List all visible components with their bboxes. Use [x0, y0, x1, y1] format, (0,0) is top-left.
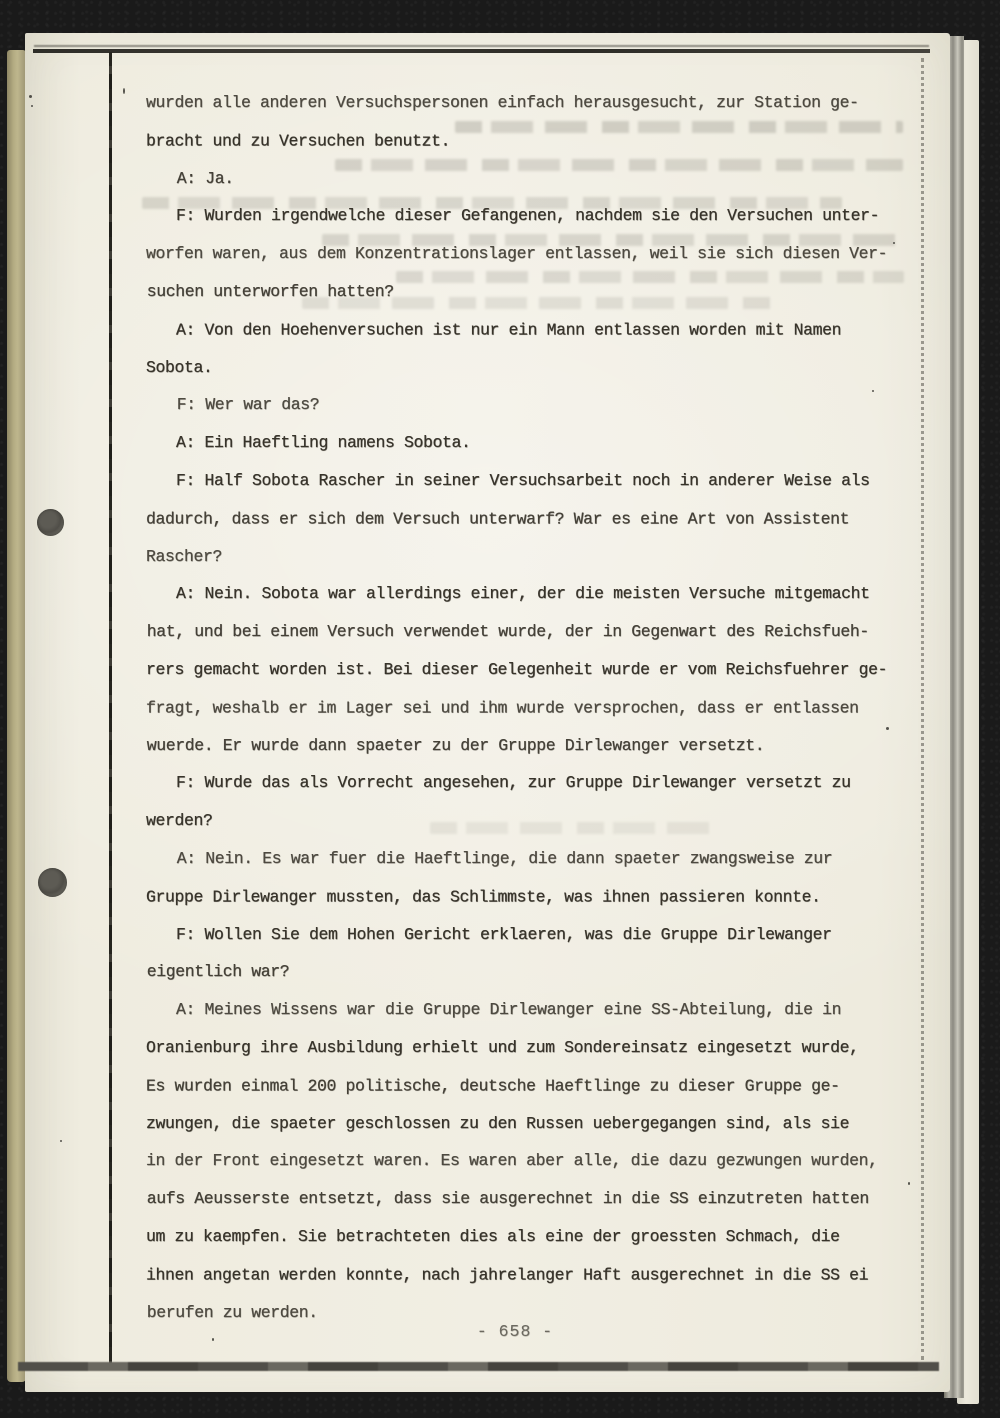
transcript-line: A: Von den Hoehenversuchen ist nur ein Mann entlassen worden mit Namen: [176, 320, 842, 340]
scan-speck: [123, 88, 125, 94]
transcript-line: F: Wollen Sie dem Hohen Gericht erklaeren, was die Gruppe Dirlewanger: [176, 924, 832, 944]
transcript-line: A: Ja.: [176, 168, 234, 188]
transcript-line: berufen zu werden.: [146, 1302, 318, 1322]
right-dotted-border: [921, 58, 924, 1360]
transcript-line: Rascher?: [146, 546, 223, 566]
transcript-line: suchen unterworfen hatten?: [146, 281, 394, 301]
transcript-line: fragt, weshalb er im Lager sei und ihm wurde versprochen, dass er entlassen: [146, 698, 859, 718]
top-rule: [33, 49, 930, 53]
transcript-line: wurden alle anderen Versuchspersonen einfach herausgesucht, zur Station ge-: [146, 93, 859, 112]
transcript-line: A: Nein. Es war fuer die Haeftlinge, die dann spaeter zwangsweise zur: [176, 848, 833, 868]
transcript-line: aufs Aeusserste entsetzt, dass sie ausgerechnet in die SS einzutreten hatten: [146, 1189, 869, 1209]
transcript-line: Gruppe Dirlewanger mussten, das Schlimmste, was ihnen passieren konnte.: [146, 887, 821, 907]
transcript-line: F: Wurde das als Vorrecht angesehen, zur Gruppe Dirlewanger versetzt zu: [176, 773, 851, 793]
transcript-line: A: Nein. Sobota war allerdings einer, der die meisten Versuche mitgemacht: [176, 584, 870, 604]
transcript-line: eigentlich war?: [146, 962, 290, 982]
transcript-line: A: Ein Haeftling namens Sobota.: [176, 433, 471, 453]
book-binding-edge: [7, 50, 26, 1382]
left-border-rule: [109, 52, 112, 1364]
transcript-line: in der Front eingesetzt waren. Es waren aber alle, die dazu gezwungen wurden,: [146, 1151, 878, 1171]
transcript-line: F: Wurden irgendwelche dieser Gefangenen, nachdem sie den Versuchen unter-: [176, 206, 880, 226]
transcript-line: um zu kaempfen. Sie betrachteten dies als eine der groessten Schmach, die: [146, 1226, 840, 1246]
scan-speck: [31, 105, 33, 107]
bottom-rule-bar: [18, 1362, 939, 1371]
transcript-line: dadurch, dass er sich dem Versuch unterwarf? War es eine Art von Assistent: [146, 509, 850, 529]
transcript-line: ihnen angetan werden konnte, nach jahrelanger Haft ausgerechnet in die SS ei: [146, 1265, 869, 1285]
page-number: - 658 -: [476, 1322, 554, 1341]
transcript-line: Es wurden einmal 200 politische, deutsche Haeftlinge zu dieser Gruppe ge-: [146, 1076, 840, 1096]
transcript-line: A: Meines Wissens war die Gruppe Dirlewanger eine SS-Abteilung, die in: [176, 1000, 842, 1020]
transcript-line: rers gemacht worden ist. Bei dieser Gelegenheit wurde er vom Reichsfuehrer ge-: [146, 659, 888, 679]
transcript-line: worfen waren, aus dem Konzentrationslager entlassen, weil sie sich diesen Ver-: [146, 244, 888, 264]
punch-hole-bottom: [38, 868, 67, 897]
transcript-line: wuerde. Er wurde dann spaeter zu der Gruppe Dirlewanger versetzt.: [146, 735, 765, 755]
transcript-line: Oranienburg ihre Ausbildung erhielt und zum Sondereinsatz eingesetzt wurde,: [146, 1037, 859, 1057]
transcript-line: F: Half Sobota Rascher in seiner Versuchsarbeit noch in anderer Weise als: [176, 470, 870, 490]
transcript-line: F: Wer war das?: [176, 395, 320, 415]
transcript-line: werden?: [146, 811, 213, 831]
transcript-line: Sobota.: [146, 357, 213, 377]
punch-hole-top: [37, 509, 64, 536]
transcript-line: bracht und zu Versuchen benutzt.: [146, 131, 451, 151]
scan-speck: [60, 1140, 62, 1142]
scan-speck: [29, 95, 32, 98]
transcript-line: zwungen, die spaeter geschlossen zu den Russen uebergegangen sind, als sie: [146, 1113, 850, 1133]
transcript-text: [146, 84, 912, 1331]
top-rule-thin: [34, 45, 929, 47]
transcript-line: hat, und bei einem Versuch verwendet wurde, der in Gegenwart des Reichsfueh-: [146, 622, 869, 642]
